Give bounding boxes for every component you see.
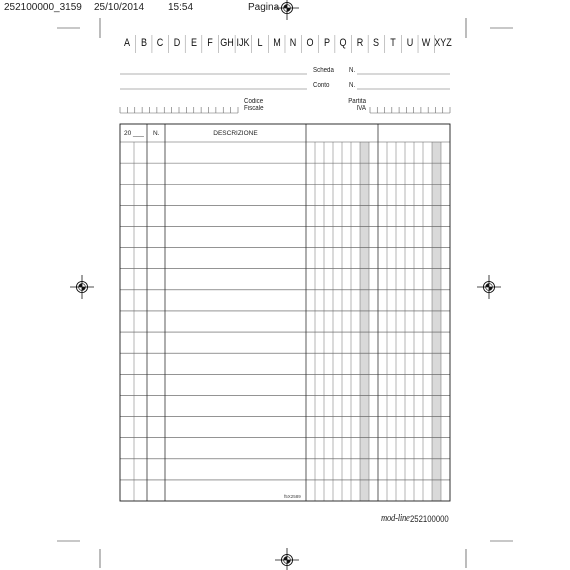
alphabet-tab-u: U xyxy=(406,37,413,49)
crop-marks xyxy=(57,18,513,568)
alphabet-tab-m: M xyxy=(272,37,281,49)
alphabet-tab-o: O xyxy=(306,37,314,49)
alphabet-tab-q: Q xyxy=(339,37,347,49)
table-header-description: DESCRIZIONE xyxy=(213,130,258,137)
alphabet-tab-b: B xyxy=(140,37,147,49)
partita-iva-label-line2: IVA xyxy=(356,105,366,112)
codice-fiscale-label-line1: Codice xyxy=(244,98,264,105)
alphabet-tab-a: A xyxy=(123,37,131,49)
alphabet-tab-s: S xyxy=(373,37,380,49)
ledger-table-grid xyxy=(120,124,450,501)
print-header-file: 252100000_3159 xyxy=(4,2,82,13)
alphabet-tab-f: F xyxy=(207,37,213,49)
conto-label: Conto xyxy=(313,82,330,89)
amount-shaded-column xyxy=(432,142,441,501)
brand-logo: mod-line xyxy=(381,512,410,524)
table-header-date: 20 ___ xyxy=(124,130,144,137)
scheda-label: Scheda xyxy=(313,67,334,74)
alphabet-tab-e: E xyxy=(190,37,197,49)
alphabet-tab-d: D xyxy=(173,37,181,49)
print-header-time: 15:54 xyxy=(168,2,194,13)
alphabet-tab-p: P xyxy=(323,37,330,49)
alphabet-tab-t: T xyxy=(390,37,396,49)
alphabet-tab-c: C xyxy=(156,37,164,49)
print-header-date: 25/10/2014 xyxy=(94,2,145,13)
alphabet-tab-r: R xyxy=(356,37,364,49)
product-code: 252100000 xyxy=(410,514,449,524)
partita-iva-label-line1: Partita xyxy=(348,98,366,105)
alphabet-tab-n: N xyxy=(290,37,297,49)
table-border xyxy=(120,124,450,501)
amount-shaded-column xyxy=(360,142,369,501)
conto-number-label: N. xyxy=(349,82,356,89)
alphabet-tab-gh: GH xyxy=(220,37,234,49)
alphabet-tab-l: L xyxy=(257,37,263,49)
alphabet-tab-ijk: IJK xyxy=(236,37,250,49)
registration-mark-left xyxy=(70,275,94,299)
registration-mark-right xyxy=(477,275,501,299)
table-header-number: N. xyxy=(153,130,160,137)
alphabet-tab-xyz: XYZ xyxy=(434,37,452,49)
form-code: f5X2589 xyxy=(284,494,301,499)
scheda-number-label: N. xyxy=(349,67,356,74)
print-header-page-label: Pagina xyxy=(248,2,280,13)
alphabet-tab-w: W xyxy=(422,37,431,49)
field-lines xyxy=(120,74,450,113)
registration-mark-bottom xyxy=(275,548,299,570)
codice-fiscale-label-line2: Fiscale xyxy=(244,105,264,112)
